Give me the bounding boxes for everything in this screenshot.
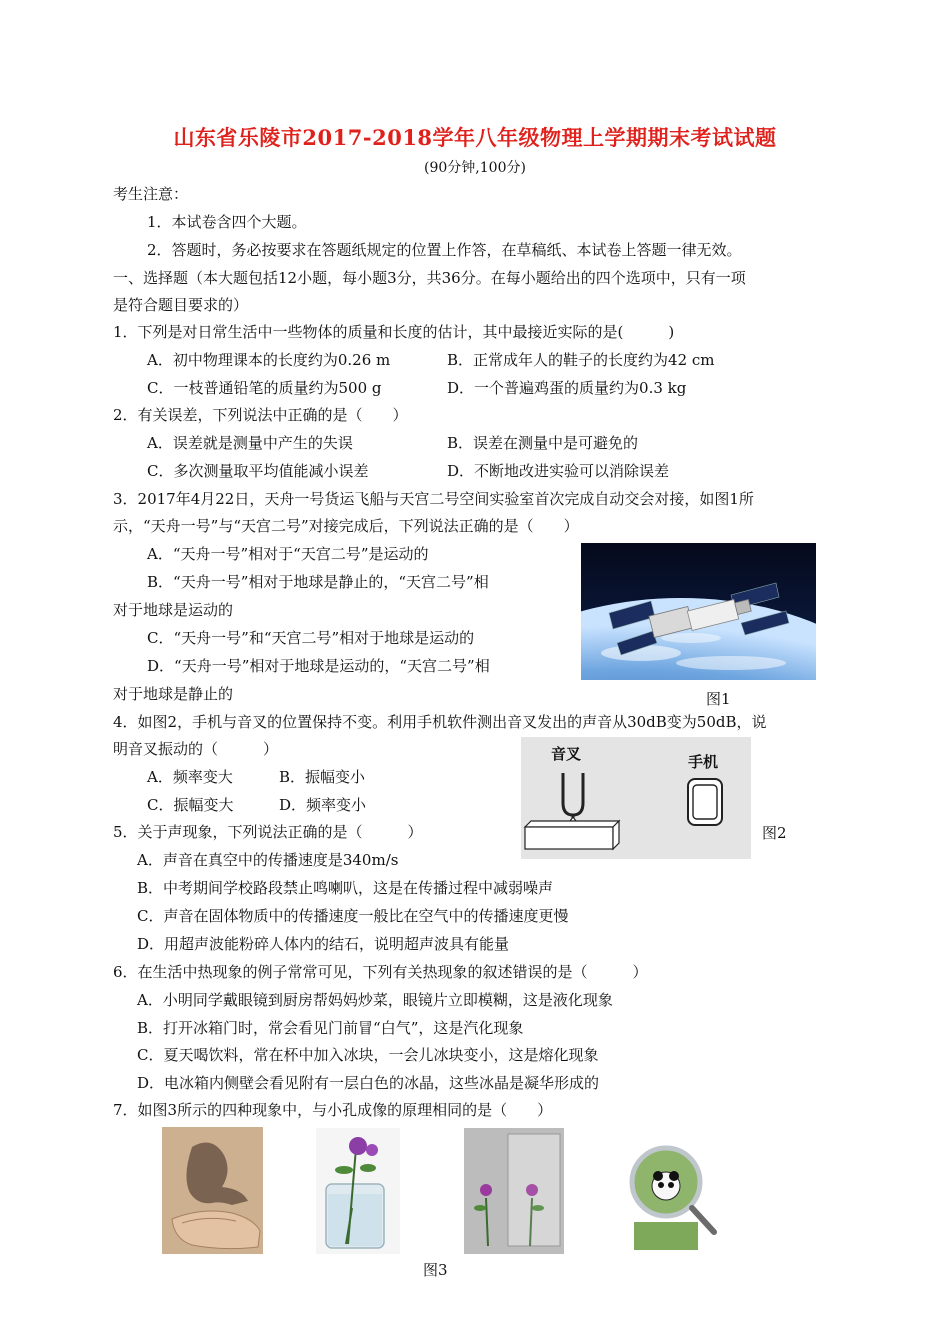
page-title: 山东省乐陵市2017-2018学年八年级物理上学期期末考试试题 [173,125,777,150]
option-cont: 对于地球是静止的 [113,685,234,703]
option: A．初中物理课本的长度约为0.26 m [147,351,391,369]
page-subtitle: (90分钟,100分) [424,160,526,176]
question-stem-cont: 示，“天舟一号”与“天宫二号”对接完成后，下列说法正确的是（ ） [113,517,579,535]
option: D．“天舟一号”相对于地球是运动的，“天宫二号”相 [147,657,490,675]
option: D．电冰箱内侧壁会看见附有一层白色的冰晶，这些冰晶是凝华形成的 [137,1074,600,1092]
option: A．声音在真空中的传播速度是340m/s [137,851,399,869]
figure-1-label: 图1 [706,690,731,708]
question-stem: 1．下列是对日常生活中一些物体的质量和长度的估计，其中最接近实际的是( ) [113,323,675,341]
option: D．不断地改进实验可以消除误差 [447,462,670,480]
option: C．一枝普通铅笔的质量约为500 g [147,379,382,397]
question-stem: 7．如图3所示的四种现象中，与小孔成像的原理相同的是（ ） [113,1101,553,1119]
figure-2-fork-phone [521,737,751,859]
figure-3-label: 图3 [423,1261,448,1279]
notice-item: 2．答题时，务必按要求在答题纸规定的位置上作答，在草稿纸、本试卷上答题一律无效。 [147,241,742,259]
option: D．频率变小 [279,796,367,814]
phone-label: 手机 [688,753,719,771]
option: C．多次测量取平均值能减小误差 [147,462,369,480]
figure-3-magnifier-panda [620,1128,720,1254]
question-stem: 3．2017年4月22日，天舟一号货运飞船与天宫二号空间实验室首次完成自动交会对接，如图1所 [113,490,754,508]
question-stem: 5．关于声现象，下列说法正确的是（ ） [113,823,423,841]
option: B．中考期间学校路段禁止鸣喇叭，这是在传播过程中减弱噪声 [137,879,554,897]
question-stem: 4．如图2，手机与音叉的位置保持不变。利用手机软件测出音叉发出的声音从30dB变为50dB，说 [113,713,767,731]
question-stem-cont: 明音叉振动的（ ） [113,740,279,758]
figure-3-flower-mirror [464,1128,564,1254]
option: B．“天舟一号”相对于地球是静止的，“天宫二号”相 [147,573,489,591]
option: B．振幅变小 [279,768,366,786]
figure-3-flower-in-water [316,1128,400,1254]
notice-heading: 考生注意： [113,185,189,203]
option: A．误差就是测量中产生的失误 [147,434,353,452]
option: D．用超声波能粉碎人体内的结石，说明超声波具有能量 [137,935,510,953]
notice-item: 1．本试卷含四个大题。 [147,213,307,231]
option: A．“天舟一号”相对于“天宫二号”是运动的 [147,545,429,563]
option: C．声音在固体物质中的传播速度一般比在空气中的传播速度更慢 [137,907,569,925]
tuning-fork-label: 音叉 [551,745,582,763]
figure-3-hand-shadow [162,1127,263,1254]
question-stem: 2．有关误差，下列说法中正确的是（ ） [113,406,408,424]
option: C．“天舟一号”和“天宫二号”相对于地球是运动的 [147,629,475,647]
section-heading: 一、选择题（本大题包括12小题，每小题3分，共36分。在每小题给出的四个选项中，只有一项 [113,269,746,287]
figure-1-space-station [581,543,816,680]
option: C．振幅变大 [147,796,234,814]
section-heading-cont: 是符合题目要求的） [113,296,249,314]
question-stem: 6．在生活中热现象的例子常常可见，下列有关热现象的叙述错误的是（ ） [113,963,648,981]
option-cont: 对于地球是运动的 [113,601,234,619]
option: A．小明同学戴眼镜到厨房帮妈妈炒菜，眼镜片立即模糊，这是液化现象 [137,991,613,1009]
option: B．误差在测量中是可避免的 [447,434,639,452]
figure-2-label: 图2 [762,824,787,842]
option: C．夏天喝饮料，常在杯中加入冰块，一会儿冰块变小，这是熔化现象 [137,1046,599,1064]
option: B．正常成年人的鞋子的长度约为42 cm [447,351,715,369]
option: B．打开冰箱门时，常会看见门前冒“白气”，这是汽化现象 [137,1019,524,1037]
option: A．频率变大 [147,768,233,786]
option: D．一个普遍鸡蛋的质量约为0.3 kg [447,379,687,397]
